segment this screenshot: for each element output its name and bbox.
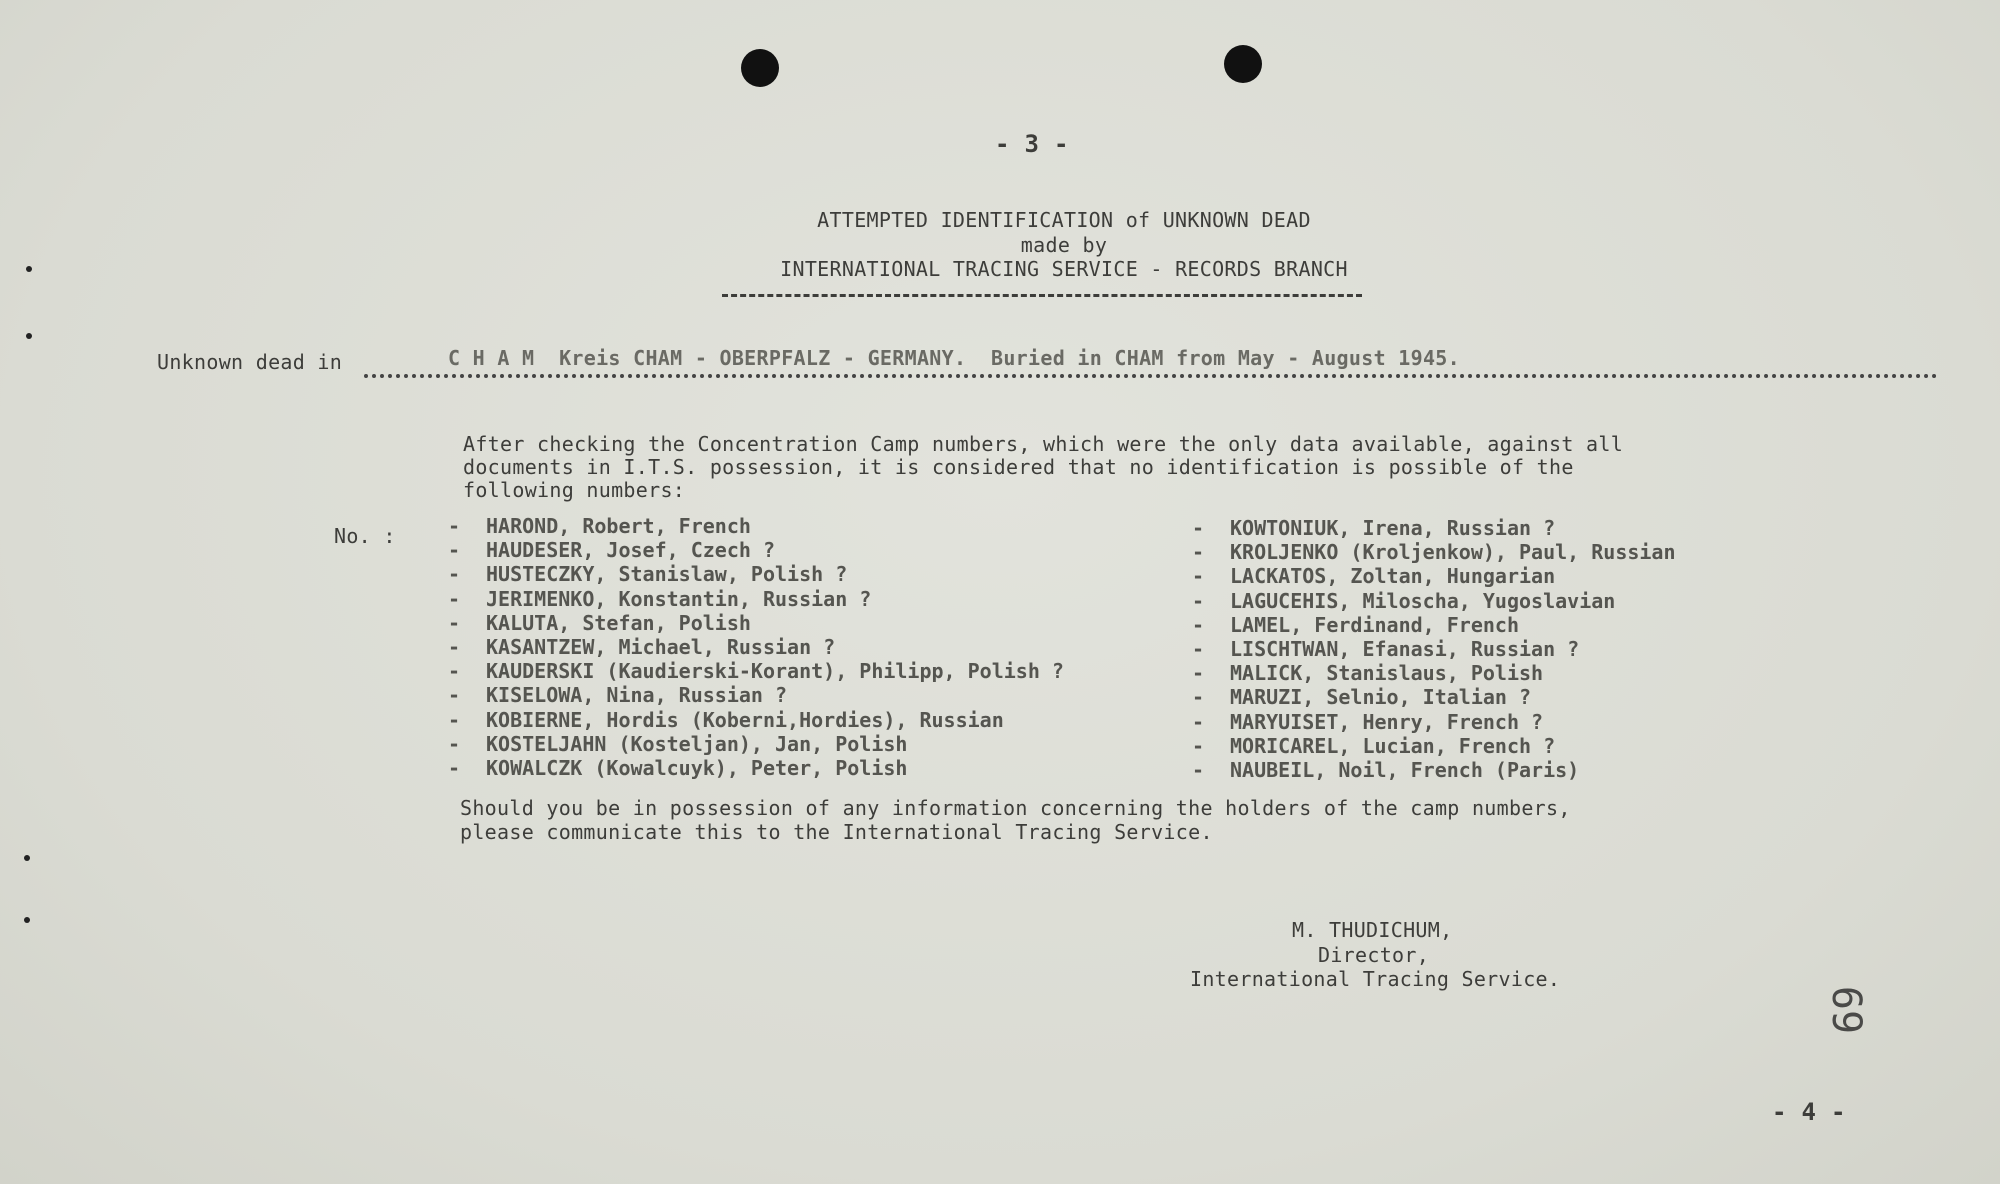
list-item: - LAMEL, Ferdinand, French — [1192, 612, 1519, 637]
side-stamp-number: 69 — [1823, 985, 1870, 1035]
list-item: - MALICK, Stanislaus, Polish — [1192, 661, 1544, 686]
names-list-right — [1192, 516, 1676, 782]
title-underline — [722, 294, 1362, 297]
list-item: - NAUBEIL, Noil, French (Paris) — [1192, 758, 1580, 783]
location-label: Unknown dead in — [157, 350, 343, 374]
list-item: - JERIMENKO, Konstantin, Russian ? — [448, 586, 872, 611]
edge-mark — [24, 855, 30, 861]
list-item: - KISELOWA, Nina, Russian ? — [448, 683, 788, 708]
list-item: - KAUDERSKI (Kaudierski-Korant), Philipp, Polish ? — [448, 659, 1064, 684]
edge-mark — [24, 917, 30, 923]
list-item: - HAUDESER, Josef, Czech ? — [448, 538, 775, 563]
signature-org: International Tracing Service. — [1190, 967, 1561, 991]
list-item: - KOWTONIUK, Irena, Russian ? — [1192, 516, 1556, 540]
list-item: - KOWALCZK (Kowalcuyk), Peter, Polish — [448, 756, 908, 781]
numbers-label: No. : — [334, 524, 396, 548]
list-item: - MORICAREL, Lucian, French ? — [1192, 733, 1556, 758]
doc-title-line1: ATTEMPTED IDENTIFICATION of UNKNOWN DEAD — [817, 208, 1311, 232]
list-item: - KASANTZEW, Michael, Russian ? — [448, 635, 836, 660]
list-item: - HAROND, Robert, French — [448, 514, 751, 538]
list-item: - MARUZI, Selnio, Italian ? — [1192, 685, 1532, 710]
edge-mark — [26, 266, 32, 272]
doc-title-line3: INTERNATIONAL TRACING SERVICE - RECORDS BRANCH — [780, 257, 1348, 281]
location-dotted-line — [364, 374, 1938, 378]
location-value: C H A M Kreis CHAM - OBERPFALZ - GERMANY. Buried in CHAM from May - August 1945. — [448, 346, 1460, 370]
list-item: - KOSTELJAHN (Kosteljan), Jan, Polish — [448, 731, 908, 756]
names-list-left — [448, 514, 1064, 780]
intro-line1: After checking the Concentration Camp numbers, which were the only data available, against all — [463, 432, 1624, 456]
page-number-bottom: - 4 - — [1772, 1098, 1846, 1126]
closing-line1: Should you be in possession of any information concerning the holders of the camp numbers, — [460, 796, 1571, 820]
list-item: - KOBIERNE, Hordis (Koberni,Hordies), Russian — [448, 707, 1004, 732]
list-item: - LISCHTWAN, Efanasi, Russian ? — [1192, 637, 1580, 662]
punch-hole-left — [741, 49, 779, 87]
list-item: - KROLJENKO (Kroljenkow), Paul, Russian — [1192, 540, 1676, 565]
punch-hole-right — [1224, 45, 1262, 83]
list-item: - MARYUISET, Henry, French ? — [1192, 709, 1544, 734]
list-item: - LAGUCEHIS, Miloscha, Yugoslavian — [1192, 588, 1616, 613]
page-number-top: - 3 - — [995, 130, 1069, 158]
list-item: - KALUTA, Stefan, Polish — [448, 610, 751, 635]
intro-line2: documents in I.T.S. possession, it is considered that no identification is possible of the — [463, 455, 1574, 479]
closing-line2: please communicate this to the International Tracing Service. — [460, 820, 1213, 844]
doc-title-line2: made by — [1020, 233, 1108, 257]
signature-name: M. THUDICHUM, — [1292, 918, 1453, 942]
intro-line3: following numbers: — [463, 478, 686, 502]
edge-mark — [26, 333, 32, 339]
list-item: - LACKATOS, Zoltan, Hungarian — [1192, 564, 1556, 589]
signature-role: Director, — [1318, 943, 1430, 967]
list-item: - HUSTECZKY, Stanislaw, Polish ? — [448, 562, 848, 587]
